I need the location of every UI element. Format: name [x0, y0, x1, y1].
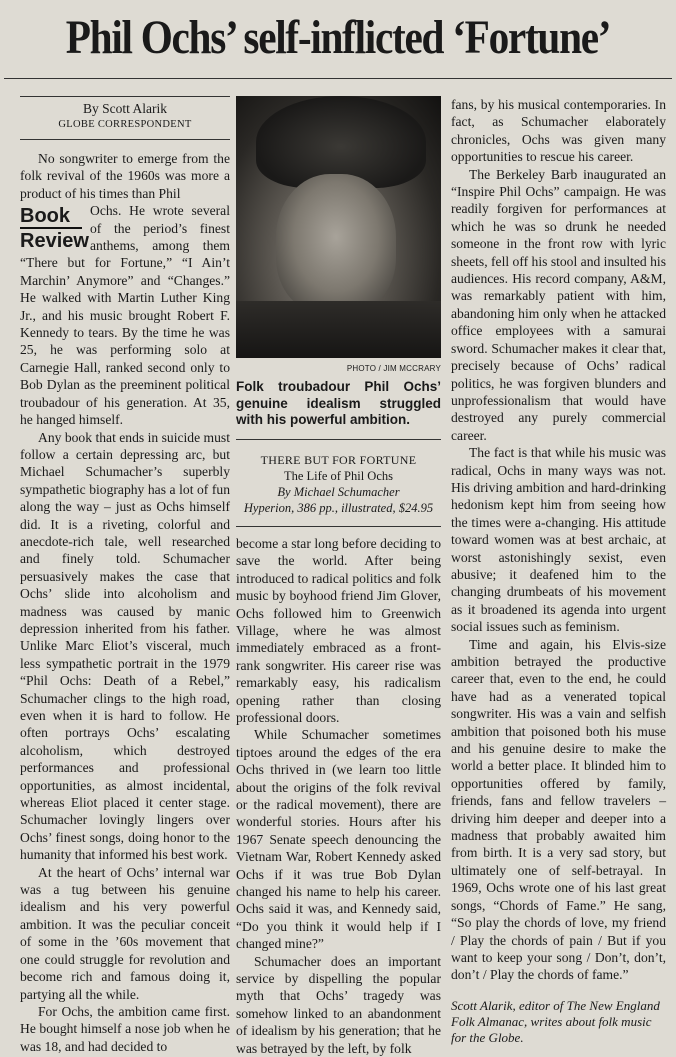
col1-para-2: Any book that ends in suicide must follow a certain depressing arc, but Michael Schumacher’s superbly sympathetic biography has a lot of fun along the way – just as Ochs himself did. It is a riveting, colorful and anecdote-rich tale, well researched and finely told. Schumacher persuasively makes the case that Ochs’ slide into alcoholism and madness was caused by manic depression inherited from his father. Unlike Marc Eliot’s visceral, much less sympathetic portrait in the 1979 “Phil Ochs: Death of a Rebel,” Schumacher clings to the high road, even when it is hard to follow. He often portrays Ochs’ escalating alcoholism, which destroyed performances and professional opportunities, as almost incidental, whereas Eliot placed it center stage. Schumacher lovingly lingers over Ochs’ finest songs, doing honor to the humanity that informed his best work.: [20, 429, 230, 863]
col1-para-1: Ochs. He wrote several of the period’s finest anthems, among them “There but for Fortune,” “I Ain’t Marchin’ Anymore” and “Changes.” He walked with Martin Luther King Jr., and his music brought Robert F. Kennedy to tears. By the time he was 25, he was performing solo at Carnegie Hall, ranked second only to Bob Dylan as the preeminent political troubadour of his generation. At 35, he hanged himself.: [20, 203, 230, 428]
headline-rule: [4, 78, 672, 79]
face-shape: [276, 174, 396, 314]
col2-para-2: While Schumacher sometimes tiptoes around the edges of the era Ochs thrived in (we learn too little about the origins of the folk revival or the radical movement), there are wonderful stories. Hours after his 1967 Senate speech denouncing the Vietnam War, Robert Kennedy asked Ochs if it was true Bob Dylan changed his name to help his career. Ochs said it was, and Kennedy said, “Do you think it would help if I changed mine?”: [236, 727, 441, 952]
byline-author: By Scott Alarik: [83, 101, 167, 116]
column-1: [20, 96, 230, 1055]
headline: Phil Ochs’ self-inflicted ‘Fortune’: [65, 11, 611, 64]
col3-para-3: The fact is that while his music was radical, Ochs in many ways was not. His driving ambition and hard-drinking hedonism kept him from seeing how the times were a-changing. His attitude toward women was at best archaic, at worst astonishingly sexist, even abusive; it deafened him to the changing drumbeats of his movement as it broadened its agenda into urgent social issues such as feminism.: [451, 445, 666, 635]
book-title: THERE BUT FOR FORTUNE: [260, 452, 417, 467]
phil-ochs-photo: [236, 96, 441, 358]
kicker-line-1: Book: [20, 205, 70, 228]
col3-para-2: The Berkeley Barb inaugurated an “Inspire Phil Ochs” campaign. He was readily forgiven for performances at which he was so drunk he needed someone in the front row with lyric sheets, fell off his stool and insulted his audiences. His record company, A&M, was remarkably patient with him, abandoning him only when he attacked office employees with a samurai sword. Schumacher makes it clear that, precisely because of Ochs’ radical politics, he was forgiven blunders and unprofessionalism that would have destroyed any purely commercial career.: [451, 166, 666, 443]
kicker-line-2: Review: [20, 230, 89, 253]
byline-rule-bottom: [20, 139, 230, 140]
book-subtitle: The Life of Phil Ochs: [283, 468, 393, 483]
col3-para-1: fans, by his musical contemporaries. In fact, as Schumacher elaborately chronicles, Ochs was given many opportunities to rescue his career.: [451, 97, 666, 165]
book-info: [236, 452, 441, 516]
book-rule: [236, 526, 441, 527]
col1-para-4: For Ochs, the ambition came first. He bought himself a nose job when he was 18, and had decided to: [20, 1003, 230, 1054]
collar-shape: [236, 301, 441, 358]
column-3: [451, 96, 666, 1046]
col2-para-3: Schumacher does an important service by dispelling the popular myth that Ochs’ tragedy was somehow linked to an abandonment of idealism by his generation; that he was betrayed by the left, by folk: [236, 953, 441, 1056]
col1-para-3: At the heart of Ochs’ internal war was a tug between his genuine idealism and his very powerful ambition. It was the peculiar conceit of some in the ’60s movement that one could struggle for revolution and become rich and famous doing it, partying all the while.: [20, 864, 230, 1002]
column-2: [236, 96, 441, 1057]
photo-credit: PHOTO / JIM MCCRARY: [346, 364, 441, 373]
caption-rule: [236, 439, 441, 440]
col2-para-1: become a star long before deciding to save the world. After being introduced to radical politics and folk music by boyhood friend Jim Glover, Ochs followed him to Greenwich Village, where he was almost immediately embraced as a front-rank songwriter. His career rise was remarkably easy, his radicalism opening rather than closing professional doors.: [236, 535, 441, 725]
book-details: Hyperion, 386 pp., illustrated, $24.95: [243, 500, 434, 515]
kicker-bar: [20, 227, 82, 229]
col1-para-lead: No songwriter to emerge from the folk revival of the 1960s was more a product of his times than Phil: [20, 151, 230, 201]
byline-rule-top: [20, 96, 230, 97]
book-author: By Michael Schumacher: [277, 484, 400, 499]
photo-caption: Folk troubadour Phil Ochs’ genuine idealism struggled with his powerful ambition.: [236, 379, 441, 428]
author-signoff: Scott Alarik, editor of The New England Folk Almanac, writes about folk music for the Globe.: [451, 997, 660, 1045]
byline: [20, 101, 230, 133]
col3-para-4: Time and again, his Elvis-size ambition betrayed the productive career that, even to the end, he could have had as a venerated topical songwriter. His was a vain and selfish ambition that poisoned both his muse and his genuine desire to make the world a better place. It blinded him to opportunities offered by family, friends, fans and fellow travelers – driving him deeper and deeper into a madness that probably awaited him from birth. It is a very sad story, but ultimately one of self-betrayal. In 1969, Ochs wrote one of his last great songs, “Chords of Fame.” He sang, “So play the chords of love, my friend / Play the chords of pain / But if you want to keep your song / Don’t, don’t, don’t / Play the chords of fame.”: [451, 636, 666, 983]
book-review-kicker: [20, 205, 89, 253]
byline-role: GLOBE CORRESPONDENT: [58, 119, 192, 130]
